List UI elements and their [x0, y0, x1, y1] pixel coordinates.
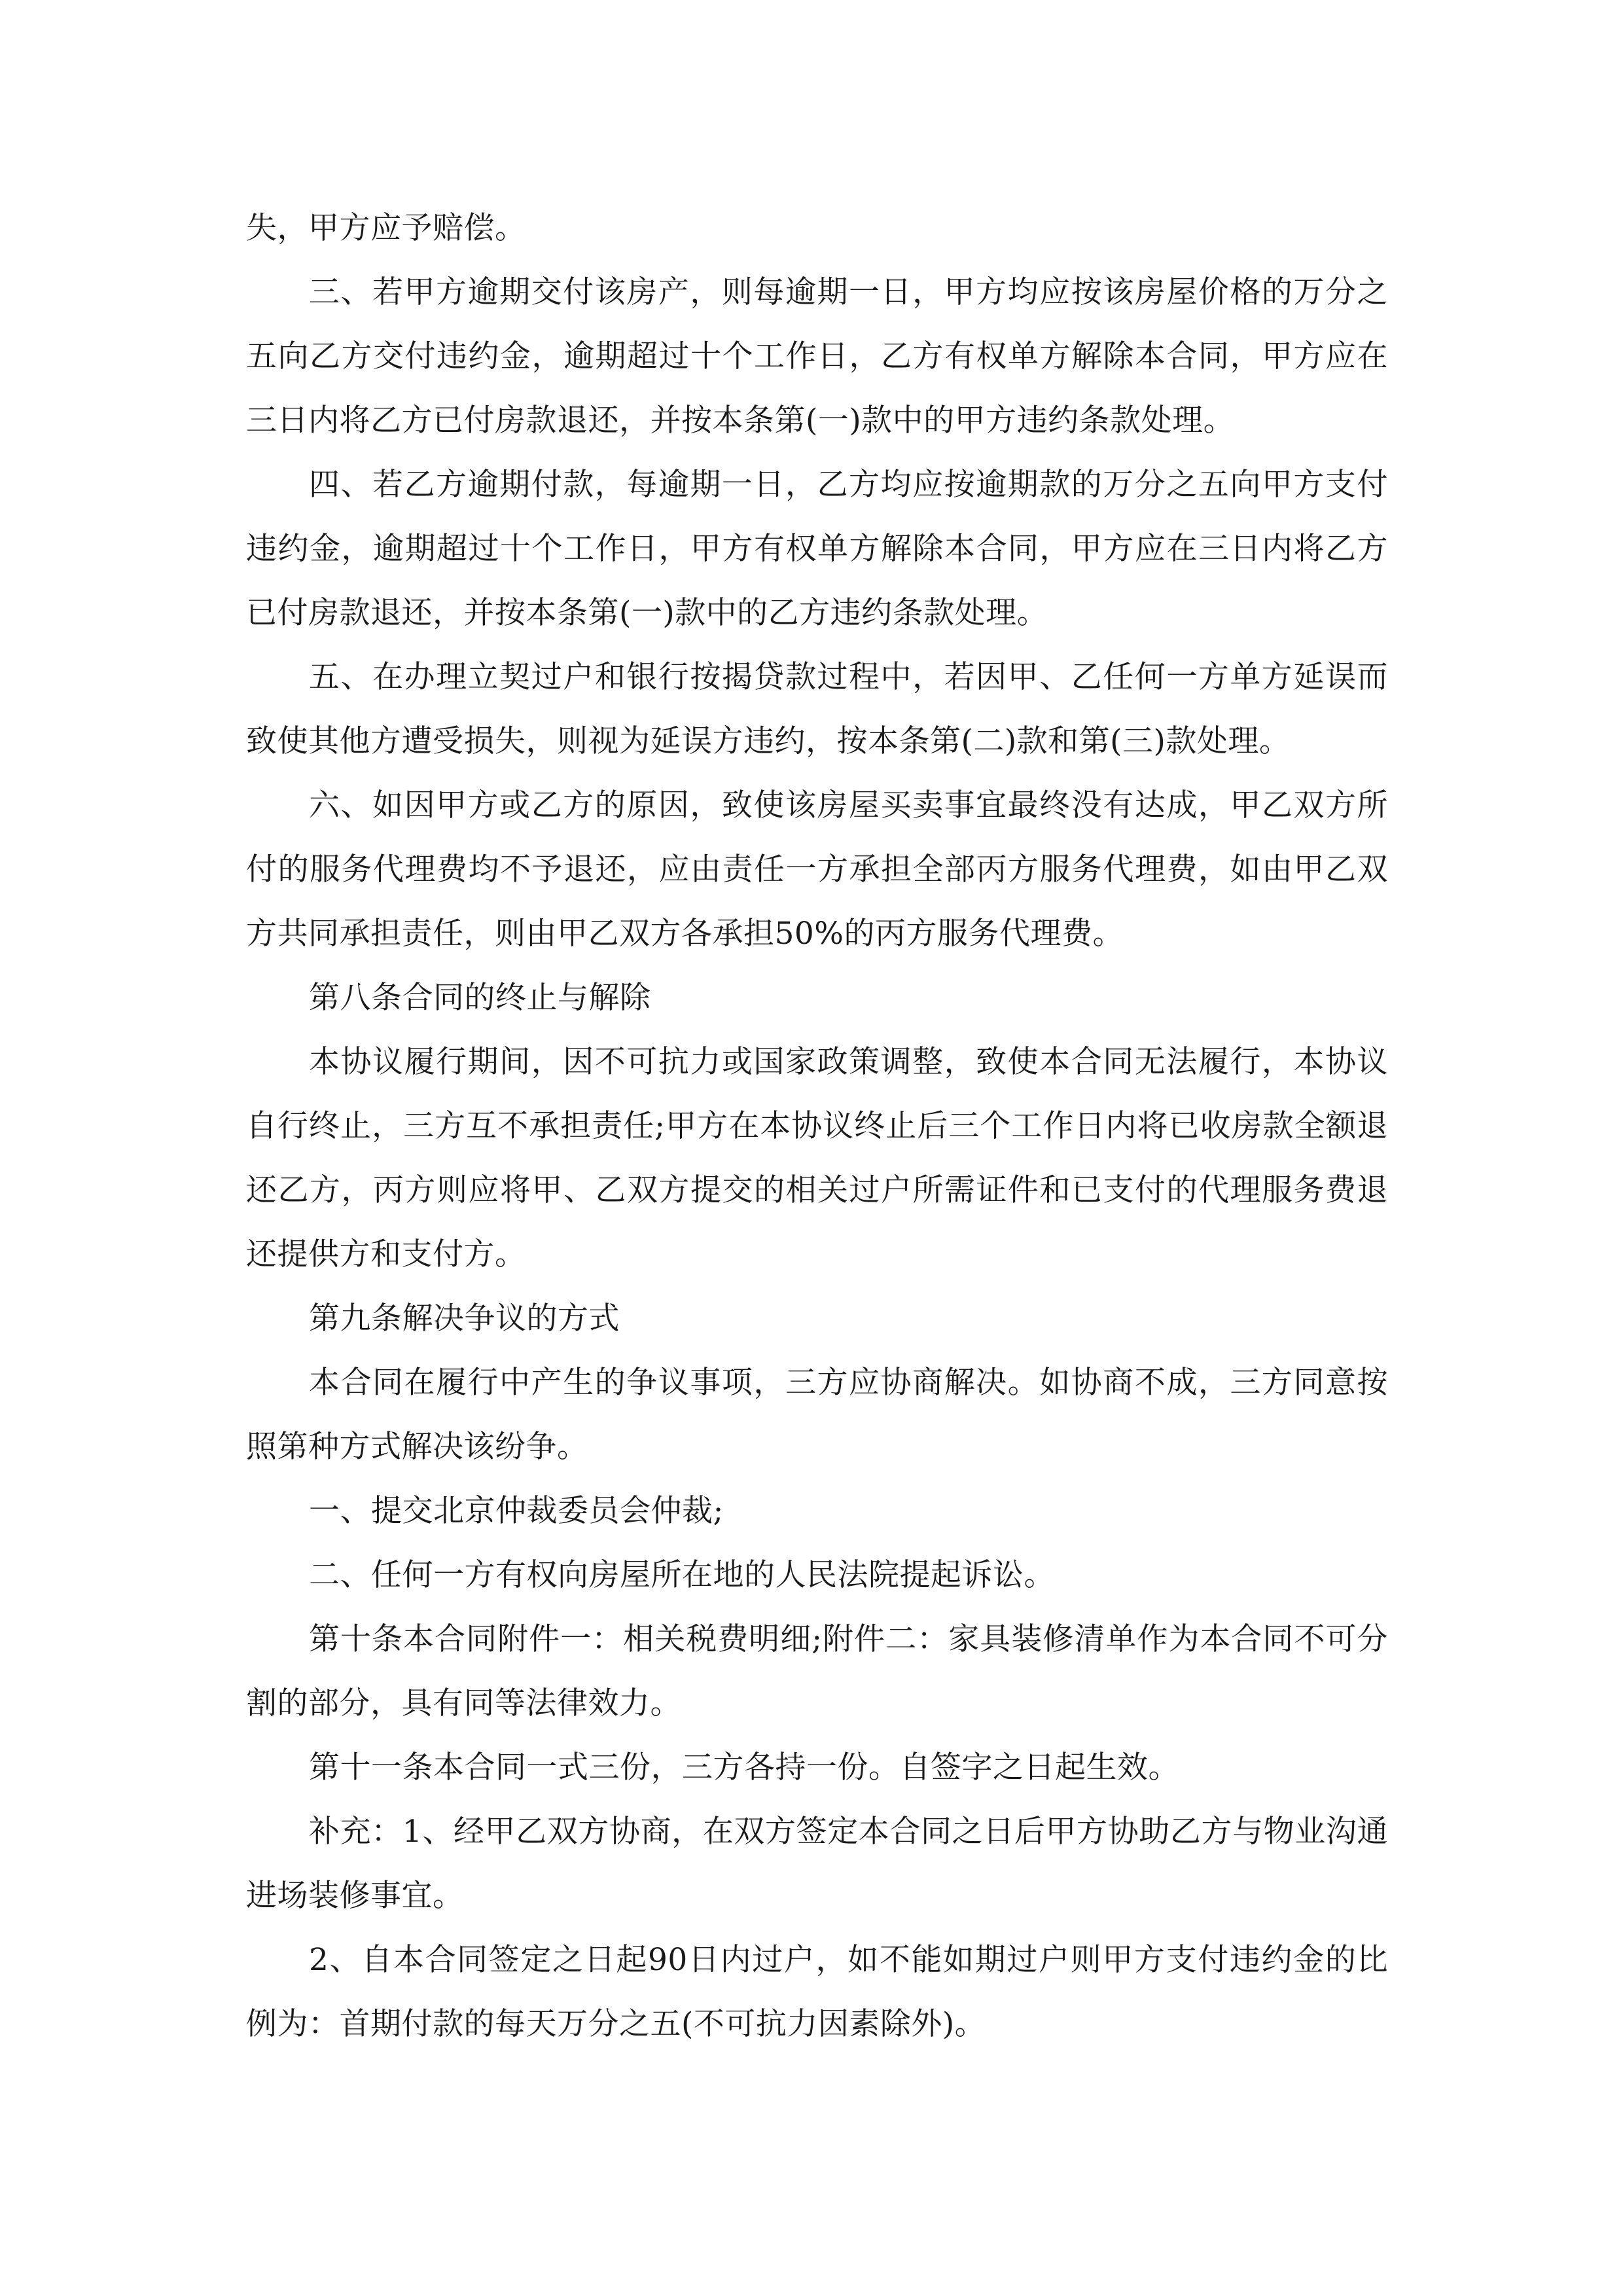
list-item-litigation: 二、任何一方有权向房屋所在地的人民法院提起诉讼。	[309, 1557, 1055, 1593]
section-heading-article-9: 第九条解决争议的方式	[309, 1300, 620, 1336]
paragraph-clause-4: 四、若乙方逾期付款，每逾期一日，乙方均应按逾期款的万分之五向甲方支付违约金，逾期超过十个工作日，甲方有权单方解除本合同，甲方应在三日内将乙方已付房款退还，并按本条第(一)款中的乙方违约条款处理。	[246, 467, 1388, 631]
section-heading-article-8: 第八条合同的终止与解除	[309, 980, 651, 1016]
paragraph-clause-5: 五、在办理立契过户和银行按揭贷款过程中，若因甲、乙任何一方单方延误而致使其他方遭受损失，则视为延误方违约，按本条第(二)款和第(三)款处理。	[246, 659, 1388, 759]
paragraph-article-10: 第十条本合同附件一：相关税费明细;附件二：家具装修清单作为本合同不可分割的部分，具有同等法律效力。	[246, 1621, 1388, 1721]
paragraph-article-11: 第十一条本合同一式三份，三方各持一份。自签字之日起生效。	[309, 1749, 1179, 1785]
paragraph-clause-6: 六、如因甲方或乙方的原因，致使该房屋买卖事宜最终没有达成，甲乙双方所付的服务代理费均不予退还，应由责任一方承担全部丙方服务代理费，如由甲乙双方共同承担责任，则由甲乙双方各承担50%的丙方服务代理费。	[246, 787, 1388, 952]
paragraph-supplement-2: 2、自本合同签定之日起90日内过户，如不能如期过户则甲方支付违约金的比例为：首期付款的每天万分之五(不可抗力因素除外)。	[246, 1942, 1388, 2042]
list-item-arbitration: 一、提交北京仲裁委员会仲裁;	[309, 1493, 724, 1529]
document-body	[246, 196, 1388, 2056]
paragraph-supplement-1: 补充：1、经甲乙双方协商，在双方签定本合同之日后甲方协助乙方与物业沟通进场装修事宜。	[246, 1814, 1388, 1914]
paragraph-dispute: 本合同在履行中产生的争议事项，三方应协商解决。如协商不成，三方同意按照第种方式解决该纷争。	[246, 1365, 1388, 1465]
paragraph-clause-3: 三、若甲方逾期交付该房产，则每逾期一日，甲方均应按该房屋价格的万分之五向乙方交付违约金，逾期超过十个工作日，乙方有权单方解除本合同，甲方应在三日内将乙方已付房款退还，并按本条第(一)款中的甲方违约条款处理。	[246, 274, 1388, 439]
paragraph-continuation: 失，甲方应予赔偿。	[246, 210, 526, 246]
paragraph-termination: 本协议履行期间，因不可抗力或国家政策调整，致使本合同无法履行，本协议自行终止，三方互不承担责任;甲方在本协议终止后三个工作日内将已收房款全额退还乙方，丙方则应将甲、乙双方提交的相关过户所需证件和已支付的代理服务费退还提供方和支付方。	[246, 1044, 1388, 1272]
